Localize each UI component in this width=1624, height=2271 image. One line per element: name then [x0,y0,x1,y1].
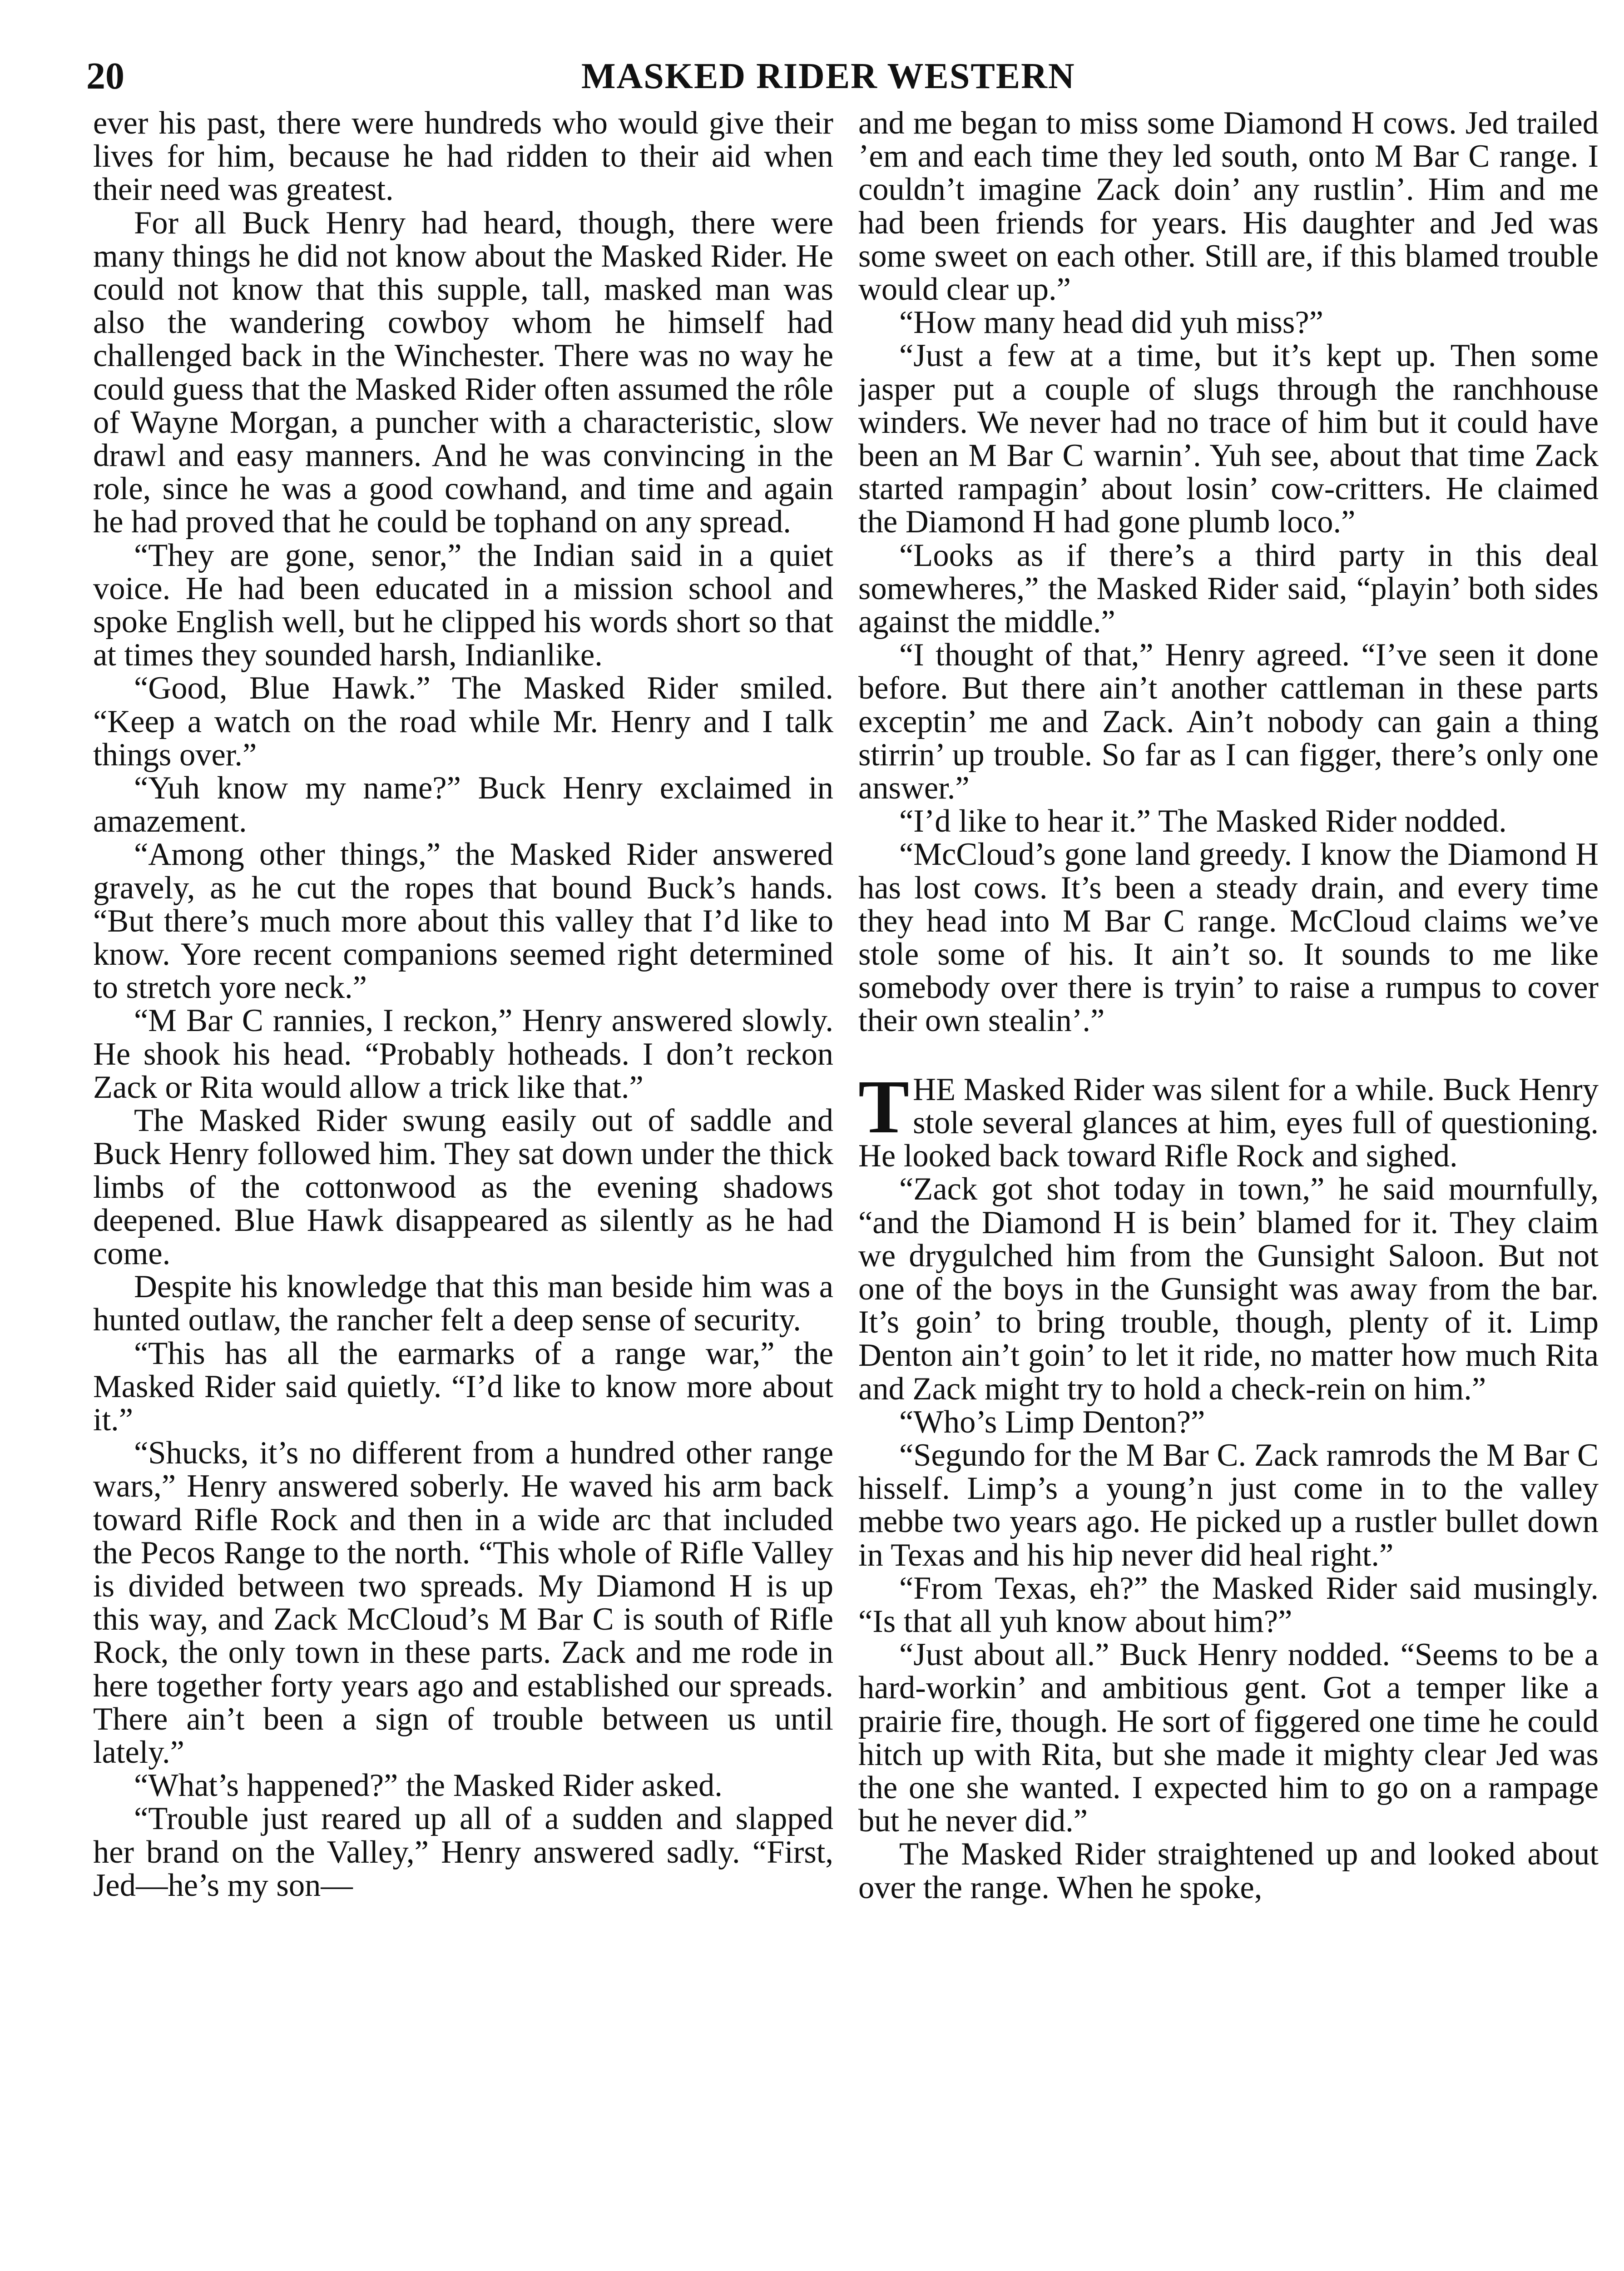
paragraph: “Trouble just reared up all of a sudden and slapped her brand on the Valley,” Henry answered sadly. “First, Jed—he’s my son— [93,1801,833,1903]
paragraph: “From Texas, eh?” the Masked Rider said musingly. “Is that all yuh know about him?” [858,1570,1599,1639]
paragraph: “McCloud’s gone land greedy. I know the Diamond H has lost cows. It’s been a steady drain, and every time they head into M Bar C range. McCloud claims we’ve stole some of his. It ain’t so. It sounds to me like somebody over there is tryin’ to raise a rumpus to cover their own stealin’.” [858,837,1599,1039]
paragraph: For all Buck Henry had heard, though, there were many things he did not know about the Masked Rider. He could not know that this supple, tall, masked man was also the wandering cowboy whom he himself had challenged back in the Winchester. There was no way he could guess that the Masked Rider often assumed the rôle of Wayne Morgan, a puncher with a characteristic, slow drawl and easy manners. And he was convincing in the role, since he was a good cowhand, and time and again he had proved that he could be tophand on any spread. [93,205,833,540]
paragraph: ever his past, there were hundreds who would give their lives for him, because he had ridden to their aid when their need was greatest. [93,107,833,208]
paragraph: “What’s happened?” the Masked Rider asked. [134,1768,723,1804]
drop-cap-paragraph [858,1064,1599,1174]
paragraph: “Shucks, it’s no different from a hundred other range wars,” Henry answered soberly. He waved his arm back toward Rifle Rock and then in a wide arc that included the Pecos Range to the north. “This whole of Rifle Valley is divided between two spreads. My Diamond H is up this way, and Zack McCloud’s M Bar C is south of Rifle Rock, the only town in these parts. Zack and me rode in here together forty years ago and established our spreads. There ain’t been a sign of trouble between us until lately.” [93,1435,833,1770]
paragraph: “Just about all.” Buck Henry nodded. “Seems to be a hard-workin’ and ambitious gent. Got a temper like a prairie fire, though. He sort of figgered one time he could hitch up with Rita, but she made it mighty clear Jed was the one she wanted. I expected him to go on a rampage but he never did.” [858,1637,1599,1839]
paragraph: “Looks as if there’s a third party in this deal somewheres,” the Masked Rider said, “playin’ both sides against the middle.” [858,537,1599,640]
paragraph: “Yuh know my name?” Buck Henry exclaimed in amazement. [93,770,833,839]
paragraph: “Zack got shot today in town,” he said mournfully, “and the Diamond H is bein’ blamed for it. They claim we drygulched him from the Gunsight Saloon. But not one of the boys in the Gunsight was away from the bar. It’s goin’ to bring trouble, though, plenty of it. Limp Denton ain’t goin’ to let it ride, no matter how much Rita and Zack might try to hold a check-rein on him.” [858,1171,1599,1407]
paragraph: Despite his knowledge that this man beside him was a hunted outlaw, the rancher felt a deep sense of security. [93,1269,833,1338]
paragraph: “Just a few at a time, but it’s kept up. Then some jasper put a couple of slugs through the ranchhouse winders. We never had no trace of him but it could have been an M Bar C warnin’. Yuh see, about that time Zack started rampagin’ about losin’ cow-critters. He claimed the Diamond H had gone plumb loco.” [858,338,1599,540]
paragraph: “Good, Blue Hawk.” The Masked Rider smiled. “Keep a watch on the road while Mr. Henry and I talk things over.” [93,670,833,773]
paragraph: “M Bar C rannies, I reckon,” Henry answered slowly. He shook his head. “Probably hotheads. I don’t reckon Zack or Rita would allow a trick like that.” [93,1003,833,1105]
paragraph: “How many head did yuh miss?” [899,305,1323,341]
drop-cap-paragraph-text: HE Masked Rider was silent for a while. Buck Henry stole several glances at him, eyes full of questioning. He looked back toward Rifle Rock and sighed. [858,1071,1599,1174]
page-header [86,54,1585,104]
paragraph: “They are gone, senor,” the Indian said in a quiet voice. He had been educated in a mission school and spoke English well, but he clipped his words short so that at times they sounded harsh, Indianlike. [93,537,833,673]
paragraph: “I’d like to hear it.” The Masked Rider nodded. [899,803,1507,839]
paragraph: The Masked Rider swung easily out of saddle and Buck Henry followed him. They sat down under the thick limbs of the cottonwood as the evening shadows deepened. Blue Hawk disappeared as silently as he had come. [93,1103,833,1271]
paragraph: and me began to miss some Diamond H cows. Jed trailed ’em and each time they led south, onto M Bar C range. I couldn’t imagine Zack doin’ any rustlin’. Him and me had been friends for years. His daughter and Jed was some sweet on each other. Still are, if this blamed trouble would clear up.” [858,107,1599,307]
running-title: MASKED RIDER WESTERN [581,56,1075,96]
paragraph: “I thought of that,” Henry agreed. “I’ve seen it done before. But there ain’t another cattleman in these parts exceptin’ me and Zack. Ain’t nobody can gain a thing stirrin’ up trouble. So far as I can figger, there’s only one answer.” [858,637,1599,806]
paragraph: “Who’s Limp Denton?” [899,1404,1205,1440]
paragraph: “Segundo for the M Bar C. Zack ramrods the M Bar C hisself. Limp’s a young’n just come in to the valley mebbe two years ago. He picked up a rustler bullet down in Texas and his hip never did heal right.” [858,1437,1599,1573]
drop-cap: T [858,1064,910,1149]
section-break [858,1038,1599,1073]
paragraph: “Among other things,” the Masked Rider answered gravely, as he cut the ropes that bound Buck’s hands. “But there’s much more about this valley that I’d like to know. Yore recent companions seemed right determined to stretch yore neck.” [93,837,833,1006]
paragraph: The Masked Rider straightened up and looked about over the range. When he spoke, [858,1836,1599,1905]
left-column [93,107,833,2271]
paragraph: “This has all the earmarks of a range war,” the Masked Rider said quietly. “I’d like to know more about it.” [93,1335,833,1438]
right-column [858,107,1599,2271]
page-number: 20 [86,55,124,97]
